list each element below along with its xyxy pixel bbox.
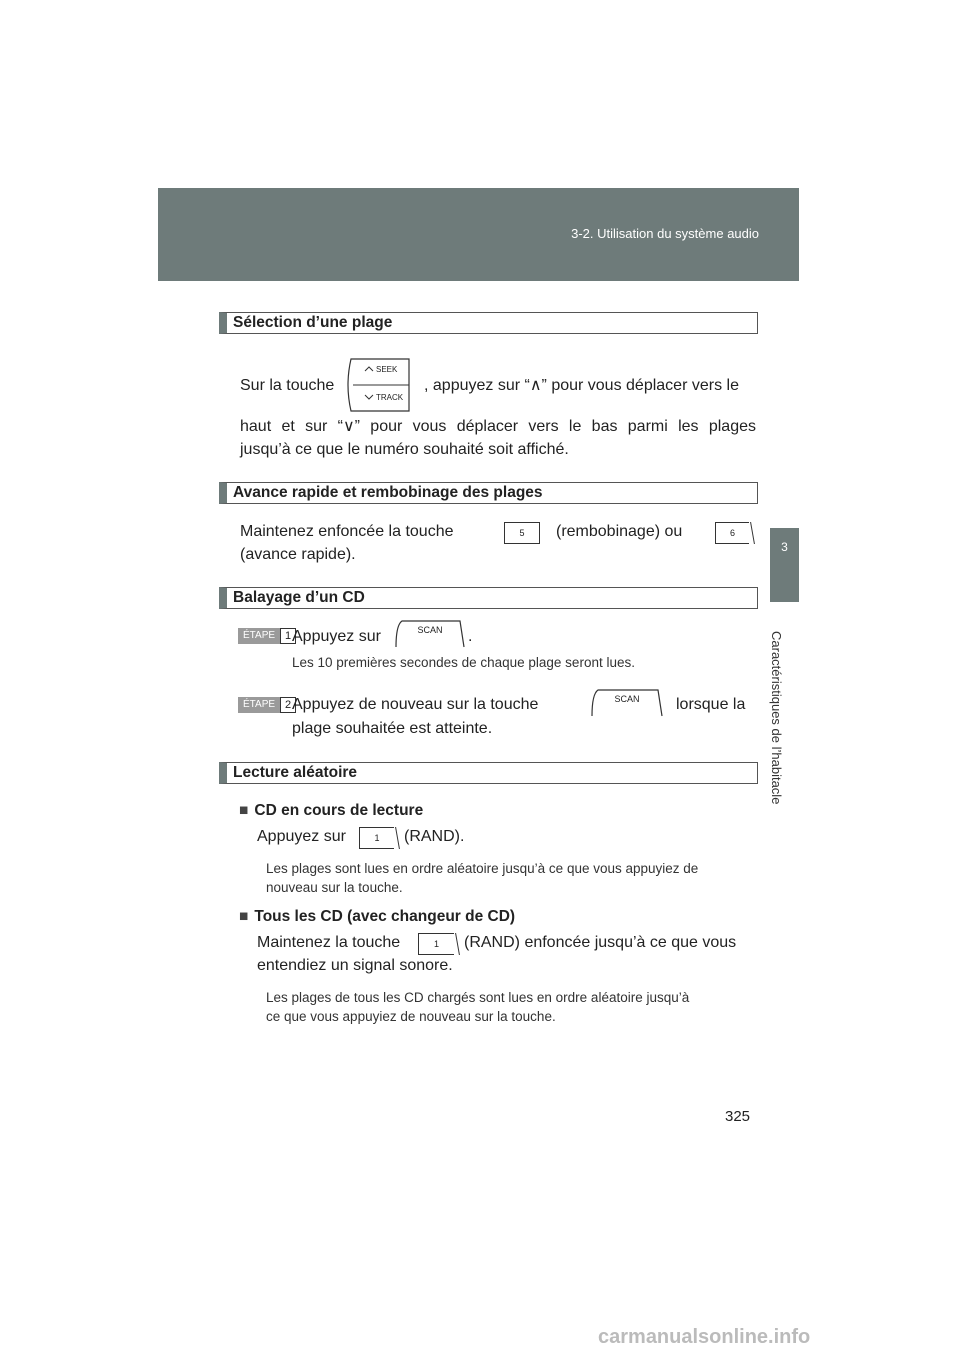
text: (avance rapide). [240, 546, 356, 563]
button-5-icon: 5 [504, 522, 540, 544]
note: Les plages sont lues en ordre aléatoire jusqu’à ce que vous appuyiez de [266, 861, 699, 876]
text: Appuyez sur [292, 628, 381, 645]
side-tab-number: 3 [781, 540, 788, 554]
page-number: 325 [725, 1108, 751, 1125]
square-bullet-icon: ■ [239, 908, 249, 925]
bullet-cd-playing [239, 800, 423, 822]
text: (rembobinage) ou [556, 523, 683, 540]
bullet-all-cds [239, 906, 515, 928]
section-title-track-selection: Sélection d’une plage [219, 312, 758, 334]
text: haut et sur “∨” pour vous déplacer vers le bas parmi les plages [240, 418, 756, 435]
text: (RAND). [404, 828, 465, 845]
note: nouveau sur la touche. [266, 880, 403, 895]
text: Appuyez sur [257, 828, 346, 845]
step-number: 1 [280, 628, 296, 644]
text: lorsque la [676, 696, 746, 713]
seek-label: SEEK [376, 365, 398, 374]
scan-button-icon [590, 688, 664, 728]
section-title-random: Lecture aléatoire [219, 762, 758, 784]
step-number: 2 [280, 697, 296, 713]
text: Sur la touche [240, 377, 335, 394]
note: ce que vous appuyiez de nouveau sur la touche. [266, 1009, 556, 1024]
text: , appuyez sur “∧” pour vous déplacer vers le [424, 377, 739, 394]
text: Maintenez enfoncée la touche [240, 523, 454, 540]
note: Les plages de tous les CD chargés sont lues en ordre aléatoire jusqu’à [266, 990, 690, 1005]
text: plage souhaitée est atteinte. [292, 720, 493, 737]
text: Appuyez de nouveau sur la touche [292, 696, 539, 713]
chapter-title: 3-2. Utilisation du système audio [571, 226, 759, 241]
watermark: carmanualsonline.info [598, 1326, 811, 1348]
side-tab-label: Caractéristiques de l’habitacle [769, 631, 784, 805]
track-label: TRACK [376, 393, 404, 402]
text: jusqu’à ce que le numéro souhaité soit affiché. [240, 441, 569, 458]
note: Les 10 premières secondes de chaque plage seront lues. [292, 655, 635, 670]
chapter-header [158, 188, 799, 281]
button-1-icon: 1 [359, 827, 394, 849]
button-6-icon: 6 [715, 522, 749, 544]
bullet-title: Tous les CD (avec changeur de CD) [254, 908, 516, 925]
section-title-fast-forward: Avance rapide et rembobinage des plages [219, 482, 758, 504]
text: Maintenez la touche [257, 934, 401, 951]
section-title-cd-scan: Balayage d’un CD [219, 587, 758, 609]
step-label: ÉTAPE [238, 697, 280, 713]
text: . [468, 628, 473, 645]
step-2-badge [238, 697, 296, 713]
step-label: ÉTAPE [238, 628, 280, 644]
scan-label: SCAN [417, 625, 443, 635]
text: (RAND) enfoncée jusqu’à ce que vous [464, 934, 737, 951]
scan-label: SCAN [614, 694, 640, 704]
square-bullet-icon: ■ [239, 802, 249, 819]
step-1-badge [238, 628, 296, 644]
seek-track-button-icon [343, 357, 414, 413]
text: entendiez un signal sonore. [257, 957, 453, 974]
bullet-title: CD en cours de lecture [254, 802, 424, 819]
button-1-icon: 1 [418, 933, 454, 955]
